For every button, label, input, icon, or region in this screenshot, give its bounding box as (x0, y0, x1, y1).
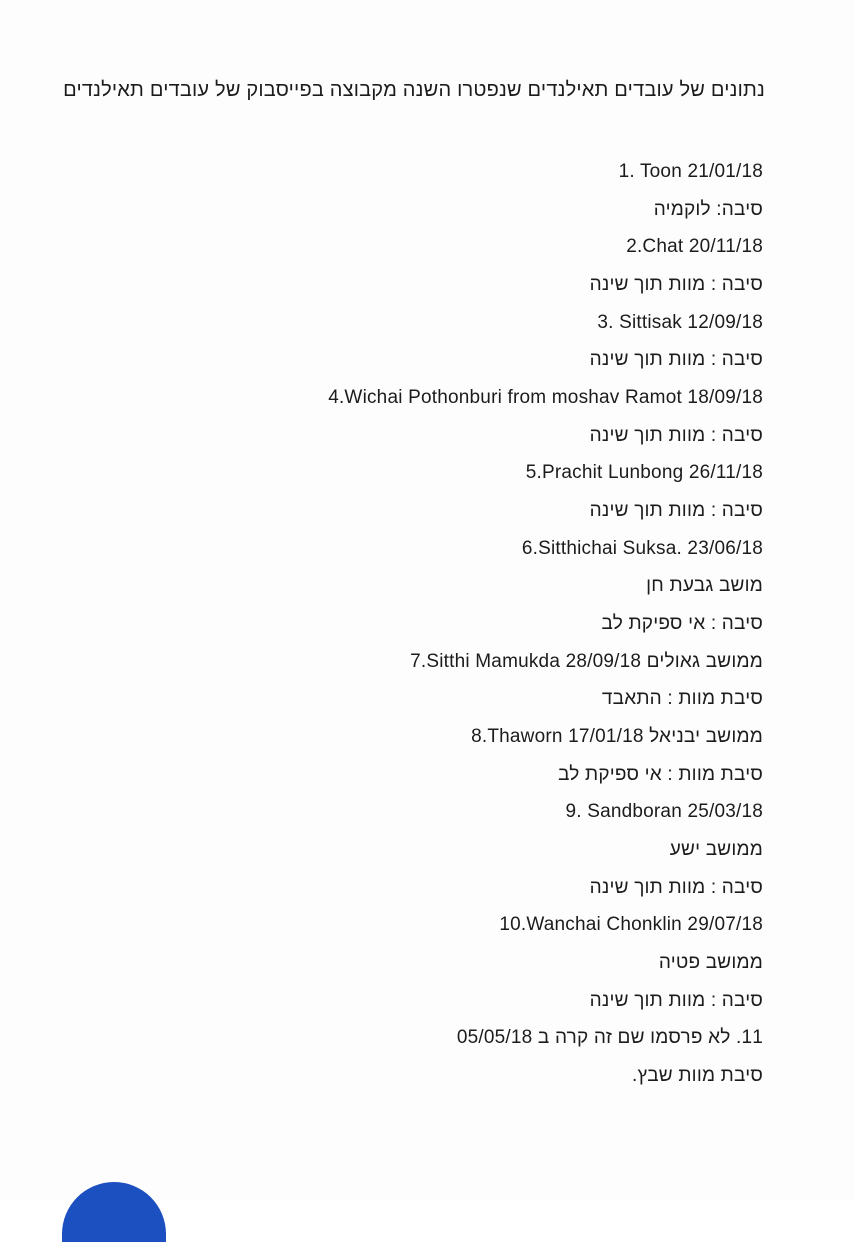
entry-5-name-date: 5.Prachit Lunbong 26/11/18 (525, 462, 763, 483)
entry-6-name-date: 6.Sitthichai Suksa. 23/06/18 (521, 538, 763, 559)
entry-8-cause: סיבת מוות : אי ספיקת לב (558, 764, 763, 785)
entry-3-cause: סיבה : מוות תוך שינה (589, 349, 763, 370)
entry-1-name-date: 1. Toon 21/01/18 (618, 161, 763, 182)
entry-5-cause: סיבה : מוות תוך שינה (589, 500, 763, 521)
entry-7-cause: סיבת מוות : התאבד (601, 688, 763, 709)
entry-11-cause: סיבת מוות שבץ. (631, 1065, 763, 1086)
entry-9-place: ממושב ישע (669, 839, 763, 860)
entry-2-cause: סיבה : מוות תוך שינה (589, 274, 763, 295)
entry-10-place: ממושב פטיה (658, 952, 763, 973)
entry-3-name-date: 3. Sittisak 12/09/18 (597, 312, 763, 333)
entry-6-cause: סיבה : אי ספיקת לב (601, 613, 763, 634)
entry-6-place: מושב גבעת חן (646, 575, 763, 596)
entry-2-name-date: 2.Chat 20/11/18 (626, 236, 763, 257)
entry-7-name-date: 7.Sitthi Mamukda 28/09/18 ממושב גאולים (410, 651, 763, 672)
document-title: נתונים של עובדים תאילנדים שנפטרו השנה מקבוצה בפייסבוק של עובדים תאילנדים (63, 79, 765, 101)
entry-9-name-date: 9. Sandboran 25/03/18 (565, 801, 763, 822)
entry-9-cause: סיבה : מוות תוך שינה (589, 877, 763, 898)
entry-4-cause: סיבה : מוות תוך שינה (589, 425, 763, 446)
entry-11-name-date: 11. לא פרסמו שם זה קרה ב 05/05/18 (456, 1027, 763, 1048)
entry-10-cause: סיבה : מוות תוך שינה (589, 990, 763, 1011)
entry-4-name-date: 4.Wichai Pothonburi from moshav Ramot 18/09/18 (328, 387, 763, 408)
entry-8-name-date: 8.Thaworn 17/01/18 ממושב יבניאל (471, 726, 763, 747)
entry-10-name-date: 10.Wanchai Chonklin 29/07/18 (499, 914, 763, 935)
blue-corner-mark (62, 1182, 166, 1242)
entry-1-cause: סיבה: לוקמיה (653, 199, 763, 220)
